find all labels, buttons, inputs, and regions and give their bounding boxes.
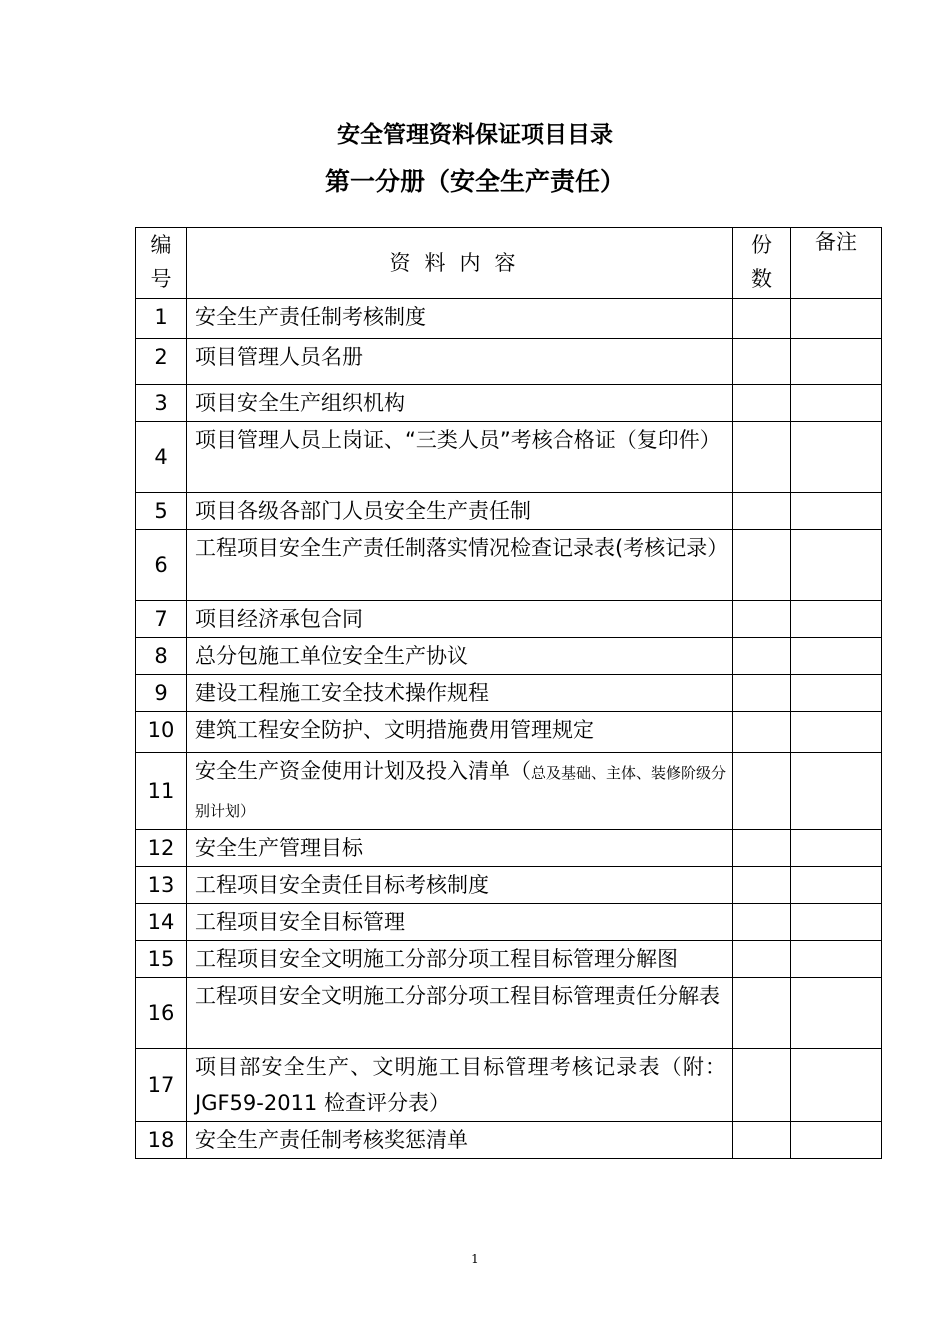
row-content: 建筑工程安全防护、文明措施费用管理规定 [187,712,733,753]
page-number: 1 [471,1252,479,1266]
row-content: 工程项目安全目标管理 [187,904,733,941]
row-content: 项目各级各部门人员安全生产责任制 [187,493,733,530]
row-number: 18 [136,1122,187,1159]
row-number: 3 [136,385,187,422]
row-note-cell [791,753,882,830]
table-row [136,675,882,712]
header-note: 备注 [791,228,882,299]
row-count-cell [733,638,791,675]
row-count-cell [733,385,791,422]
row-number: 15 [136,941,187,978]
table-row [136,1049,882,1122]
row-note-cell [791,385,882,422]
table-row [136,753,882,830]
row-note-cell [791,422,882,493]
row-count-cell [733,675,791,712]
row-content-note: 总及基础、主体、装修阶级分别计划） [195,764,727,820]
row-content: 安全生产资金使用计划及投入清单（总及基础、主体、装修阶级分别计划） [187,753,733,830]
document-subtitle: 第一分册（安全生产责任） [324,167,625,196]
row-note-cell [791,601,882,638]
row-content: 工程项目安全责任目标考核制度 [187,867,733,904]
table-row [136,867,882,904]
row-content: 项目部安全生产、文明施工目标管理考核记录表（附：JGF59-2011 检查评分表） [187,1049,733,1122]
row-content: 工程项目安全文明施工分部分项工程目标管理分解图 [187,941,733,978]
row-count-cell [733,712,791,753]
row-count-cell [733,1122,791,1159]
row-number: 2 [136,339,187,385]
row-content: 安全生产管理目标 [187,830,733,867]
table-row [136,601,882,638]
row-content: 工程项目安全生产责任制落实情况检查记录表(考核记录） [187,530,733,601]
table-row [136,978,882,1049]
row-number: 8 [136,638,187,675]
row-number: 6 [136,530,187,601]
row-count-cell [733,941,791,978]
row-number: 9 [136,675,187,712]
table-row [136,422,882,493]
row-number: 13 [136,867,187,904]
table-row [136,493,882,530]
row-note-cell [791,712,882,753]
row-number: 10 [136,712,187,753]
row-count-cell [733,493,791,530]
row-count-cell [733,830,791,867]
row-count-cell [733,339,791,385]
row-note-cell [791,1122,882,1159]
row-note-cell [791,339,882,385]
row-number: 16 [136,978,187,1049]
row-number: 1 [136,299,187,339]
row-count-cell [733,601,791,638]
row-count-cell [733,904,791,941]
row-note-cell [791,299,882,339]
row-note-cell [791,830,882,867]
row-count-cell [733,530,791,601]
row-count-cell [733,978,791,1049]
row-number: 11 [136,753,187,830]
row-number: 17 [136,1049,187,1122]
row-count-cell [733,422,791,493]
row-content: 项目管理人员上岗证、“三类人员”考核合格证（复印件） [187,422,733,493]
row-number: 14 [136,904,187,941]
table-row [136,299,882,339]
row-number: 12 [136,830,187,867]
header-number: 编 号 [136,228,187,299]
row-number: 4 [136,422,187,493]
row-content: 建设工程施工安全技术操作规程 [187,675,733,712]
row-content: 项目经济承包合同 [187,601,733,638]
row-number: 7 [136,601,187,638]
row-note-cell [791,867,882,904]
table-row [136,712,882,753]
row-content: 总分包施工单位安全生产协议 [187,638,733,675]
row-count-cell [733,1049,791,1122]
row-note-cell [791,941,882,978]
row-count-cell [733,299,791,339]
row-content: 项目管理人员名册 [187,339,733,385]
table-row [136,941,882,978]
table-header-row [136,228,882,299]
row-note-cell [791,530,882,601]
table-row [136,339,882,385]
catalog-table [135,227,882,1159]
row-note-cell [791,904,882,941]
table-row [136,1122,882,1159]
row-note-cell [791,493,882,530]
row-note-cell [791,1049,882,1122]
row-count-cell [733,753,791,830]
header-content: 资料内容 [187,228,733,299]
row-note-cell [791,978,882,1049]
row-count-cell [733,867,791,904]
row-content: 安全生产责任制考核奖惩清单 [187,1122,733,1159]
row-content: 安全生产责任制考核制度 [187,299,733,339]
document-title: 安全管理资料保证项目目录 [337,122,613,148]
header-count: 份 数 [733,228,791,299]
row-note-cell [791,638,882,675]
table-row [136,904,882,941]
row-note-cell [791,675,882,712]
table-row [136,830,882,867]
row-content: 项目安全生产组织机构 [187,385,733,422]
table-row [136,530,882,601]
table-row [136,385,882,422]
table-row [136,638,882,675]
row-content: 工程项目安全文明施工分部分项工程目标管理责任分解表 [187,978,733,1049]
row-number: 5 [136,493,187,530]
